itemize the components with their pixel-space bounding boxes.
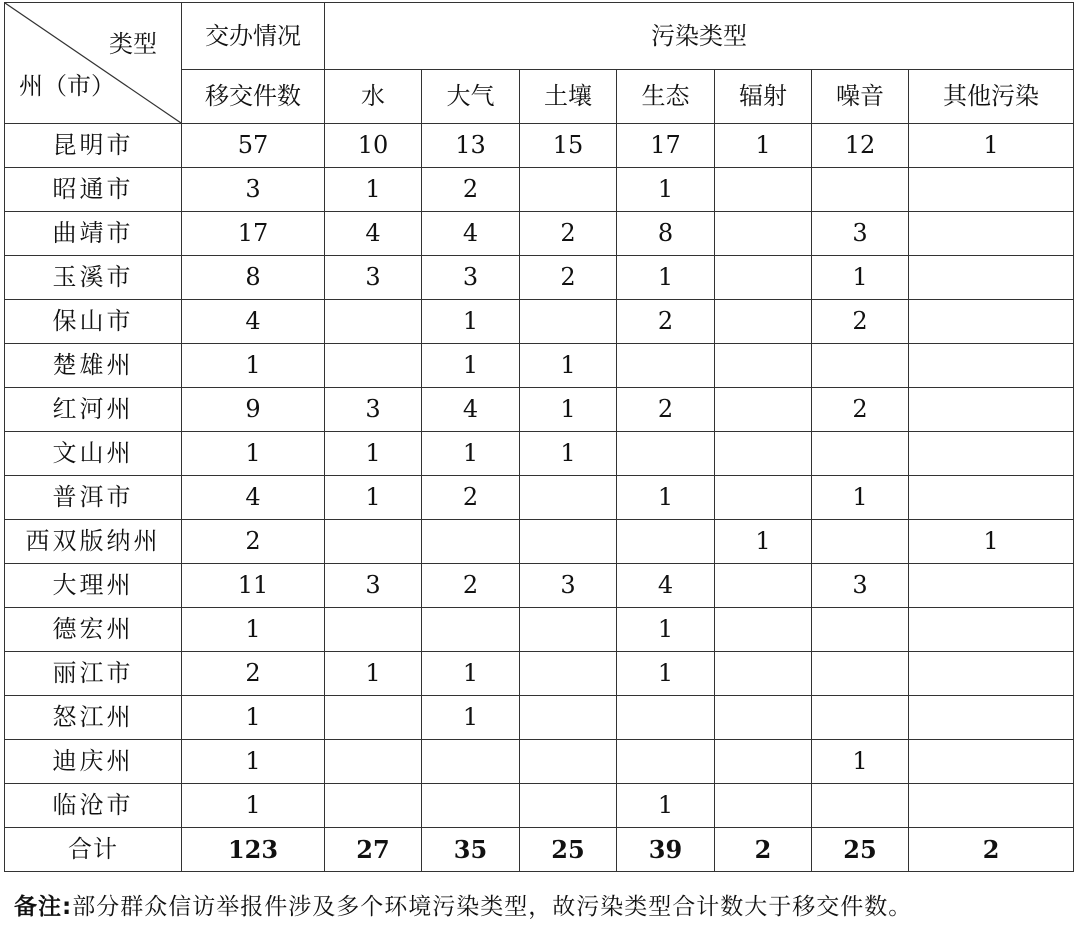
table-cell xyxy=(909,652,1074,696)
table-cell xyxy=(422,740,520,784)
table-cell: 1 xyxy=(182,784,325,828)
table-cell xyxy=(909,784,1074,828)
table-cell: 3 xyxy=(325,256,422,300)
table-row xyxy=(5,212,1074,256)
table-cell: 1 xyxy=(617,256,715,300)
table-cell: 57 xyxy=(182,124,325,168)
table-cell xyxy=(715,696,812,740)
region-name: 昭通市 xyxy=(5,168,182,212)
column-header: 辐射 xyxy=(715,70,812,124)
table-row xyxy=(5,696,1074,740)
footnote-label: 备注: xyxy=(14,894,73,920)
table-cell: 3 xyxy=(182,168,325,212)
table-cell: 2 xyxy=(422,168,520,212)
table-cell xyxy=(520,300,617,344)
total-cell: 2 xyxy=(715,828,812,872)
table-cell xyxy=(520,784,617,828)
table-cell: 3 xyxy=(812,212,909,256)
table-cell xyxy=(422,608,520,652)
table-cell: 17 xyxy=(182,212,325,256)
total-cell: 123 xyxy=(182,828,325,872)
pollution-report-table xyxy=(4,2,1074,872)
table-row xyxy=(5,168,1074,212)
table-cell: 8 xyxy=(182,256,325,300)
column-header: 其他污染 xyxy=(909,70,1074,124)
table-cell xyxy=(715,168,812,212)
footnote-text: 部分群众信访举报件涉及多个环境污染类型，故污染类型合计数大于移交件数。 xyxy=(72,894,913,920)
table-cell: 15 xyxy=(520,124,617,168)
total-row xyxy=(5,828,1074,872)
total-cell: 39 xyxy=(617,828,715,872)
column-header: 生态 xyxy=(617,70,715,124)
table-cell: 1 xyxy=(325,432,422,476)
table-cell xyxy=(715,476,812,520)
table-cell xyxy=(617,520,715,564)
table-cell xyxy=(715,256,812,300)
table-cell xyxy=(715,300,812,344)
table-row xyxy=(5,740,1074,784)
table-cell: 1 xyxy=(325,476,422,520)
table-cell xyxy=(909,696,1074,740)
table-cell xyxy=(715,432,812,476)
table-row xyxy=(5,520,1074,564)
table-cell xyxy=(909,168,1074,212)
table-cell: 1 xyxy=(715,124,812,168)
table-cell: 3 xyxy=(325,388,422,432)
corner-label-region: 州（市） xyxy=(19,72,115,100)
total-cell: 2 xyxy=(909,828,1074,872)
table-cell: 1 xyxy=(422,652,520,696)
region-name: 丽江市 xyxy=(5,652,182,696)
table-cell: 3 xyxy=(325,564,422,608)
table-cell xyxy=(617,344,715,388)
table-cell xyxy=(520,696,617,740)
table-cell xyxy=(617,740,715,784)
table-cell xyxy=(520,740,617,784)
table-cell: 2 xyxy=(182,520,325,564)
table-row xyxy=(5,652,1074,696)
group-header-pollution-type: 污染类型 xyxy=(325,3,1074,70)
table-row xyxy=(5,564,1074,608)
table-cell xyxy=(909,432,1074,476)
table-row xyxy=(5,784,1074,828)
region-name: 楚雄州 xyxy=(5,344,182,388)
corner-label-type: 类型 xyxy=(109,30,157,58)
corner-header-cell xyxy=(5,3,182,124)
table-cell: 4 xyxy=(325,212,422,256)
table-cell: 1 xyxy=(520,388,617,432)
table-cell: 1 xyxy=(812,476,909,520)
table-cell xyxy=(325,740,422,784)
diagonal-divider xyxy=(5,3,181,123)
table-cell xyxy=(715,784,812,828)
table-cell xyxy=(715,344,812,388)
table-cell: 1 xyxy=(812,256,909,300)
table-row xyxy=(5,608,1074,652)
region-name: 保山市 xyxy=(5,300,182,344)
table-cell xyxy=(909,388,1074,432)
table-cell: 1 xyxy=(812,740,909,784)
total-cell: 27 xyxy=(325,828,422,872)
table-cell: 1 xyxy=(422,432,520,476)
table-row xyxy=(5,300,1074,344)
region-name: 文山州 xyxy=(5,432,182,476)
table-cell xyxy=(909,608,1074,652)
group-header-assignment: 交办情况 xyxy=(182,3,325,70)
table-cell: 1 xyxy=(325,168,422,212)
table-cell xyxy=(422,784,520,828)
table-cell xyxy=(715,608,812,652)
region-name: 临沧市 xyxy=(5,784,182,828)
table-cell xyxy=(325,608,422,652)
table-row xyxy=(5,344,1074,388)
table-cell: 4 xyxy=(422,388,520,432)
table-cell xyxy=(812,344,909,388)
table-cell xyxy=(715,652,812,696)
region-name: 大理州 xyxy=(5,564,182,608)
table-cell xyxy=(909,740,1074,784)
region-name: 红河州 xyxy=(5,388,182,432)
table-cell xyxy=(617,432,715,476)
table-cell xyxy=(909,344,1074,388)
table-cell: 1 xyxy=(182,432,325,476)
table-cell: 4 xyxy=(617,564,715,608)
table-cell: 4 xyxy=(182,300,325,344)
table-cell xyxy=(715,388,812,432)
column-header: 噪音 xyxy=(812,70,909,124)
table-cell xyxy=(812,652,909,696)
table-cell xyxy=(812,432,909,476)
table-cell: 11 xyxy=(182,564,325,608)
region-name: 普洱市 xyxy=(5,476,182,520)
table-cell: 3 xyxy=(422,256,520,300)
region-name: 曲靖市 xyxy=(5,212,182,256)
table-cell: 4 xyxy=(182,476,325,520)
table-cell xyxy=(812,784,909,828)
footnote xyxy=(14,888,912,921)
table-cell: 1 xyxy=(182,696,325,740)
table-cell: 2 xyxy=(422,476,520,520)
table-cell xyxy=(520,476,617,520)
table-cell: 12 xyxy=(812,124,909,168)
region-name: 德宏州 xyxy=(5,608,182,652)
table-cell xyxy=(909,476,1074,520)
table-cell: 1 xyxy=(182,608,325,652)
region-name: 玉溪市 xyxy=(5,256,182,300)
table-row xyxy=(5,476,1074,520)
total-cell: 25 xyxy=(520,828,617,872)
total-cell: 25 xyxy=(812,828,909,872)
table-cell: 4 xyxy=(422,212,520,256)
table-cell: 1 xyxy=(617,784,715,828)
table-cell xyxy=(812,520,909,564)
table-cell: 1 xyxy=(909,520,1074,564)
table-cell xyxy=(715,212,812,256)
table-container xyxy=(4,2,1075,872)
table-cell: 10 xyxy=(325,124,422,168)
table-cell: 2 xyxy=(520,212,617,256)
region-name: 怒江州 xyxy=(5,696,182,740)
table-cell: 1 xyxy=(422,696,520,740)
table-cell: 1 xyxy=(182,740,325,784)
table-cell: 1 xyxy=(182,344,325,388)
table-cell xyxy=(520,520,617,564)
table-cell xyxy=(520,168,617,212)
table-cell: 8 xyxy=(617,212,715,256)
table-cell xyxy=(325,696,422,740)
column-header: 大气 xyxy=(422,70,520,124)
table-cell xyxy=(715,740,812,784)
table-cell: 3 xyxy=(520,564,617,608)
table-cell: 1 xyxy=(325,652,422,696)
table-cell xyxy=(909,256,1074,300)
table-row xyxy=(5,256,1074,300)
table-cell: 2 xyxy=(422,564,520,608)
table-cell: 1 xyxy=(909,124,1074,168)
table-cell xyxy=(325,300,422,344)
table-cell xyxy=(520,652,617,696)
table-cell: 1 xyxy=(617,476,715,520)
table-cell: 2 xyxy=(812,300,909,344)
table-cell xyxy=(812,696,909,740)
table-cell xyxy=(909,564,1074,608)
table-cell: 17 xyxy=(617,124,715,168)
region-name: 昆明市 xyxy=(5,124,182,168)
table-cell xyxy=(325,344,422,388)
table-cell: 1 xyxy=(617,608,715,652)
table-cell: 2 xyxy=(617,300,715,344)
table-row xyxy=(5,124,1074,168)
table-cell xyxy=(617,696,715,740)
table-cell: 9 xyxy=(182,388,325,432)
table-cell: 1 xyxy=(617,652,715,696)
table-cell: 1 xyxy=(422,300,520,344)
table-cell xyxy=(812,608,909,652)
table-cell: 2 xyxy=(520,256,617,300)
table-row xyxy=(5,388,1074,432)
column-header: 土壤 xyxy=(520,70,617,124)
table-cell: 2 xyxy=(617,388,715,432)
table-cell xyxy=(325,520,422,564)
table-cell xyxy=(520,608,617,652)
table-cell xyxy=(325,784,422,828)
total-label: 合计 xyxy=(5,828,182,872)
table-cell xyxy=(812,168,909,212)
table-cell xyxy=(909,300,1074,344)
table-cell: 1 xyxy=(422,344,520,388)
table-cell: 13 xyxy=(422,124,520,168)
column-header: 移交件数 xyxy=(182,70,325,124)
table-cell xyxy=(909,212,1074,256)
table-cell: 1 xyxy=(715,520,812,564)
table-cell: 1 xyxy=(520,344,617,388)
table-cell: 1 xyxy=(520,432,617,476)
region-name: 西双版纳州 xyxy=(5,520,182,564)
column-header: 水 xyxy=(325,70,422,124)
table-row xyxy=(5,432,1074,476)
total-cell: 35 xyxy=(422,828,520,872)
table-cell: 2 xyxy=(182,652,325,696)
table-cell: 2 xyxy=(812,388,909,432)
table-cell: 3 xyxy=(812,564,909,608)
region-name: 迪庆州 xyxy=(5,740,182,784)
table-cell xyxy=(715,564,812,608)
table-cell: 1 xyxy=(617,168,715,212)
table-cell xyxy=(422,520,520,564)
